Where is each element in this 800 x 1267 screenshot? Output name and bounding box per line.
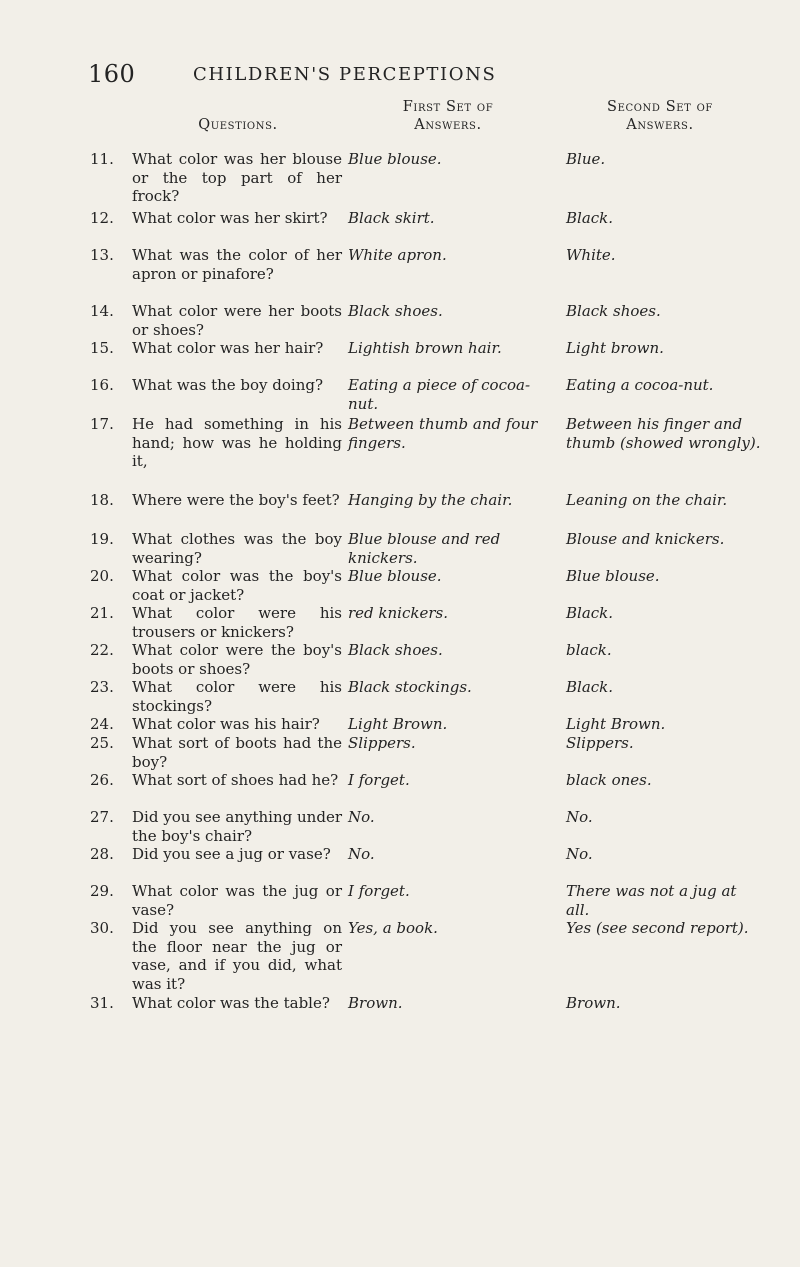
question-text: What was the color of her apron or pinafore? bbox=[132, 246, 342, 283]
second-answer: Light Brown. bbox=[566, 715, 666, 733]
question-number: 23. bbox=[90, 678, 114, 696]
second-answer: black ones. bbox=[566, 771, 652, 789]
first-answer: Eating a piece of cocoa-nut. bbox=[348, 376, 531, 413]
page-number: 160 bbox=[88, 60, 136, 88]
question-text: What was the boy doing? bbox=[132, 376, 324, 394]
question-number: 25. bbox=[90, 734, 114, 752]
second-answer: White. bbox=[566, 246, 616, 264]
first-answer: Blue blouse and red knickers. bbox=[348, 530, 501, 567]
first-answer: White apron. bbox=[348, 246, 447, 264]
first-answer: Black shoes. bbox=[348, 302, 443, 320]
column-header-first-set bbox=[338, 98, 558, 134]
column-header-first-set-line2: Answers. bbox=[414, 117, 482, 133]
question-number: 17. bbox=[90, 415, 114, 433]
second-answer: Between his finger and thumb (showed wrongly). bbox=[566, 415, 761, 452]
second-answer: Blue blouse. bbox=[566, 567, 660, 585]
question-number: 29. bbox=[90, 882, 114, 900]
second-answer: Slippers. bbox=[566, 734, 634, 752]
question-text: What color was her hair? bbox=[132, 339, 324, 357]
question-number: 20. bbox=[90, 567, 114, 585]
first-answer: Light Brown. bbox=[348, 715, 448, 733]
second-answer: Brown. bbox=[566, 994, 621, 1012]
running-title: CHILDREN'S PERCEPTIONS bbox=[193, 64, 497, 85]
first-answer: I forget. bbox=[348, 771, 410, 789]
second-answer: Eating a cocoa-nut. bbox=[566, 376, 714, 394]
column-header-second-set-line2: Answers. bbox=[626, 117, 694, 133]
first-answer: No. bbox=[348, 845, 375, 863]
first-answer: Black shoes. bbox=[348, 641, 443, 659]
first-answer: Lightish brown hair. bbox=[348, 339, 502, 357]
first-answer: Between thumb and four fingers. bbox=[348, 415, 538, 452]
second-answer: Blouse and knickers. bbox=[566, 530, 725, 548]
running-head bbox=[88, 60, 708, 90]
question-number: 19. bbox=[90, 530, 114, 548]
question-text: What color was the jug or vase? bbox=[132, 882, 342, 919]
question-number: 27. bbox=[90, 808, 114, 826]
first-answer: Blue blouse. bbox=[348, 567, 442, 585]
question-number: 28. bbox=[90, 845, 114, 863]
question-text: What color were her boots or shoes? bbox=[132, 302, 342, 339]
question-number: 26. bbox=[90, 771, 114, 789]
question-number: 30. bbox=[90, 919, 114, 937]
second-answer: Black. bbox=[566, 678, 614, 696]
question-number: 12. bbox=[90, 209, 114, 227]
question-number: 11. bbox=[90, 150, 114, 168]
first-answer: No. bbox=[348, 808, 375, 826]
question-text: What color were his stockings? bbox=[132, 678, 342, 715]
question-text: He had something in his hand; how was he holding it, bbox=[132, 415, 342, 470]
question-number: 14. bbox=[90, 302, 114, 320]
question-number: 13. bbox=[90, 246, 114, 264]
first-answer: red knickers. bbox=[348, 604, 448, 622]
column-header-questions: Questions. bbox=[198, 117, 278, 133]
question-number: 16. bbox=[90, 376, 114, 394]
question-text: What color were the boy's boots or shoes? bbox=[132, 641, 342, 678]
question-text: What color was her blouse or the top part of her frock? bbox=[132, 150, 342, 205]
question-text: What sort of boots had the boy? bbox=[132, 734, 342, 771]
question-text: What sort of shoes had he? bbox=[132, 771, 339, 789]
question-number: 18. bbox=[90, 491, 114, 509]
second-answer: Black shoes. bbox=[566, 302, 661, 320]
second-answer: No. bbox=[566, 845, 593, 863]
second-answer: Yes (see second report). bbox=[566, 919, 749, 937]
question-text: Did you see anything under the boy's chair? bbox=[132, 808, 342, 845]
first-answer: Blue blouse. bbox=[348, 150, 442, 168]
question-number: 21. bbox=[90, 604, 114, 622]
first-answer: I forget. bbox=[348, 882, 410, 900]
question-text: What color was the table? bbox=[132, 994, 330, 1012]
second-answer: Leaning on the chair. bbox=[566, 491, 728, 509]
first-answer: Hanging by the chair. bbox=[348, 491, 513, 509]
column-header-second-set bbox=[560, 98, 760, 134]
second-answer: Black. bbox=[566, 604, 614, 622]
question-text: What color were his trousers or knickers? bbox=[132, 604, 342, 641]
question-text: What color was the boy's coat or jacket? bbox=[132, 567, 342, 604]
second-answer: Black. bbox=[566, 209, 614, 227]
question-text: Where were the boy's feet? bbox=[132, 491, 340, 509]
first-answer: Slippers. bbox=[348, 734, 416, 752]
question-number: 22. bbox=[90, 641, 114, 659]
second-answer: Blue. bbox=[566, 150, 606, 168]
column-header-second-set-line1: Second Set of bbox=[607, 99, 713, 115]
first-answer: Black stockings. bbox=[348, 678, 472, 696]
first-answer: Brown. bbox=[348, 994, 403, 1012]
second-answer: black. bbox=[566, 641, 612, 659]
second-answer: No. bbox=[566, 808, 593, 826]
first-answer: Black skirt. bbox=[348, 209, 435, 227]
question-number: 24. bbox=[90, 715, 114, 733]
question-text: What color was his hair? bbox=[132, 715, 320, 733]
question-text: Did you see a jug or vase? bbox=[132, 845, 331, 863]
question-number: 31. bbox=[90, 994, 114, 1012]
question-text: What clothes was the boy wearing? bbox=[132, 530, 342, 567]
question-text: Did you see anything on the floor near the jug or vase, and if you did, what was it? bbox=[132, 919, 342, 993]
question-text: What color was her skirt? bbox=[132, 209, 328, 227]
question-number: 15. bbox=[90, 339, 114, 357]
first-answer: Yes, a book. bbox=[348, 919, 438, 937]
column-header-first-set-line1: First Set of bbox=[402, 99, 494, 115]
second-answer: Light brown. bbox=[566, 339, 664, 357]
second-answer: There was not a jug at all. bbox=[566, 882, 737, 919]
